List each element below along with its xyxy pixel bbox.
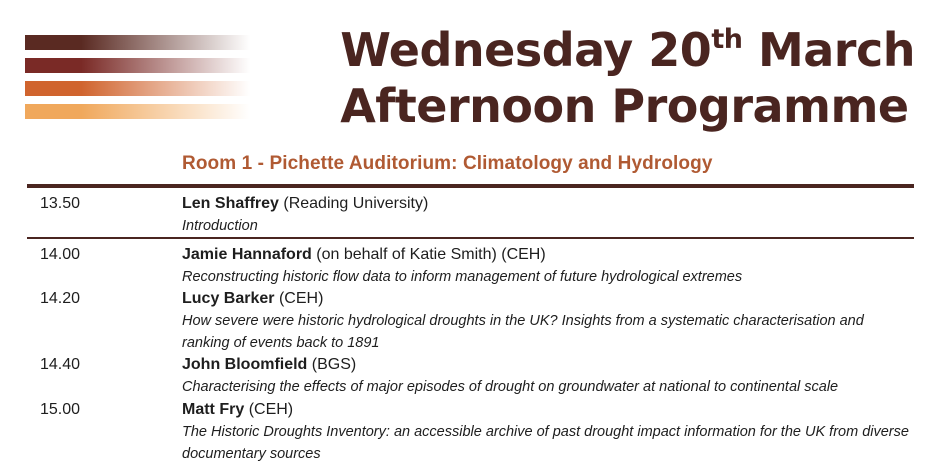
title-line-2: Afternoon Programme [340,79,909,133]
title-line-1 [340,22,915,78]
stripe-4 [25,104,250,119]
speaker-affiliation: (CEH) [248,401,294,418]
speaker-affiliation: (on behalf of Katie Smith) (CEH) [316,246,546,263]
stripe-1 [25,35,250,50]
heading-divider [27,184,914,188]
entry-speaker [182,244,546,266]
speaker-name: John Bloomfield [182,356,308,373]
speaker-affiliation: (BGS) [311,356,357,373]
entry-time: 14.00 [40,246,81,263]
entry-time: 14.20 [40,290,81,307]
title-day: Wednesday 20 [340,23,712,77]
page-title [340,22,915,134]
speaker-affiliation: (Reading University) [283,195,429,212]
speaker-name: Lucy Barker [182,290,275,307]
stripe-3 [25,81,250,96]
stripe-2 [25,58,250,73]
entry-speaker [182,399,293,421]
speaker-affiliation: (CEH) [278,290,324,307]
entry-time: 15.00 [40,401,81,418]
speaker-name: Jamie Hannaford [182,246,312,263]
section-divider [27,237,914,239]
room-heading: Room 1 - Pichette Auditorium: Climatology and Hydrology [182,153,713,174]
talk-title: The Historic Droughts Inventory: an accessible archive of past drought impact information for the UK from diverse documentary sources [182,424,909,462]
title-month: March [742,23,915,77]
entry-speaker [182,288,323,310]
talk-title: Introduction [182,218,258,234]
speaker-name: Matt Fry [182,401,245,418]
decorative-stripes [25,35,250,127]
entry-speaker [182,193,428,215]
talk-title: Reconstructing historic flow data to inform management of future hydrological extremes [182,269,743,285]
entry-time: 14.40 [40,356,81,373]
talk-title: Characterising the effects of major episodes of drought on groundwater at national to continental scale [182,379,839,395]
title-ordinal: th [711,24,743,55]
entry-speaker [182,354,356,376]
talk-title: How severe were historic hydrological droughts in the UK? Insights from a systematic characterisation and ranking of events back to 1891 [182,313,864,351]
entry-time: 13.50 [40,195,81,212]
speaker-name: Len Shaffrey [182,195,279,212]
